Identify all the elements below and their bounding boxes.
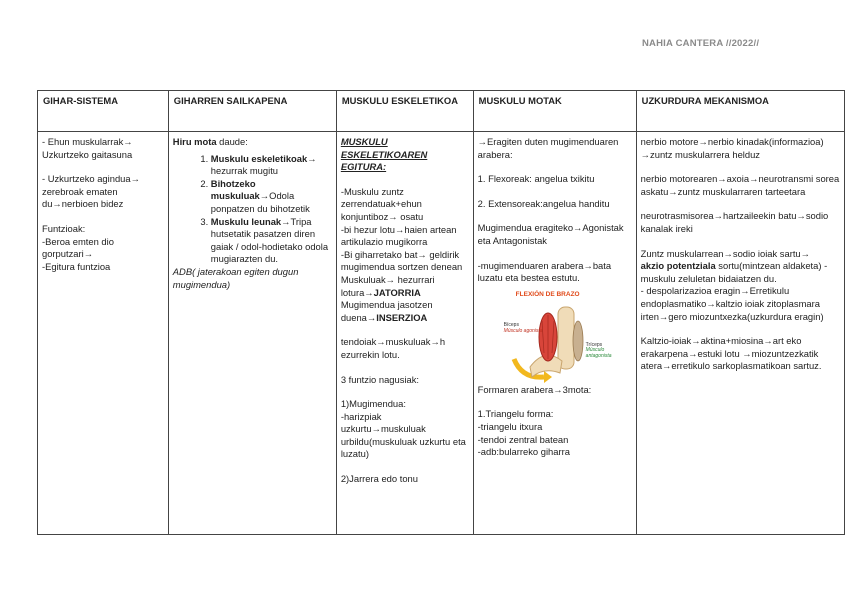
intro-text bbox=[173, 136, 332, 149]
text-block: 1)Mugimendua: bbox=[340, 398, 406, 410]
list-item bbox=[211, 178, 332, 216]
text-block bbox=[341, 249, 469, 299]
biceps-label: Bíceps bbox=[503, 321, 519, 328]
author-label: NAHIA CANTERA //2022// bbox=[642, 38, 760, 49]
text-block: 2)Jarrera edo tonu bbox=[340, 473, 418, 485]
text-block: -Beroa emten dio gorputzari→ bbox=[42, 235, 114, 260]
section-title: MUSKULU ESKELETIKOAREN EGITURA: bbox=[340, 136, 428, 173]
header-muskulu-eskeletikoa: MUSKULU ESKELETIKOA bbox=[336, 91, 473, 132]
item-text: → hezurrak mugitu bbox=[210, 152, 317, 177]
text-block: Kaltzio-ioiak→aktina+miosina→art eko erakarpena→estuki lotu →miozuntzezkatik atera→erretikulo sarkoplasmatikoan sartuz. bbox=[640, 335, 822, 372]
text-block: →Eragiten duten mugimenduaren arabera: bbox=[477, 136, 619, 160]
header-uzkurdura-mekanismoa: UZKURDURA MEKANISMOA bbox=[636, 91, 844, 132]
summary-table bbox=[37, 90, 845, 535]
triceps-label: Tríceps bbox=[585, 341, 603, 348]
text-block: neurotrasmisorea→hartzaileekin batu→sodio kanalak ireki bbox=[640, 210, 829, 234]
text-block: -mugimenduaren arabera→bata luzatu eta bestea estutu. bbox=[477, 259, 612, 284]
term-jatorria: JATORRIA bbox=[373, 286, 421, 298]
intro-bold: Hiru mota bbox=[172, 136, 217, 147]
text-block: Mugimendua eragiteko→Agonistak eta Antagonistak bbox=[477, 222, 624, 246]
agonist-label: Músculo agonista bbox=[503, 327, 543, 334]
text-block: 2. Extensoreak:angelua handitu bbox=[477, 197, 610, 209]
text-block: -triangelu itxura bbox=[477, 420, 543, 432]
text-block bbox=[341, 299, 469, 324]
text-block bbox=[641, 260, 840, 285]
text-block: - despolarizazioa eragin→Erretikulu endoplasmatiko→kaltzio ioiak zitoplasmara irten→gero miozuntxezka(uzkurdura eragin) bbox=[640, 285, 824, 322]
text-block: nerbio motorearen→axoia→neurotransmi sorea askatu→zuntz muskularraren tarteetara bbox=[640, 173, 840, 197]
term-akzio-potentziala: akzio potentziala bbox=[640, 260, 716, 272]
cell-giharren-sailkapena bbox=[168, 132, 336, 535]
text-block: Zuntz muskularrean→sodio ioiak sartu→ bbox=[640, 247, 811, 259]
text-block: nerbio motore→nerbio kinadak(informazioa) →zuntz muskularrera helduz bbox=[640, 136, 824, 160]
text-block: Formaren arabera→3mota: bbox=[477, 383, 592, 395]
intro-rest: daude: bbox=[216, 136, 248, 147]
arm-flexion-figure bbox=[500, 289, 610, 384]
item-text: →Tripa hutsetatik pasatzen diren gaiak / odol-hodietako odola mugiarazten du. bbox=[210, 215, 329, 265]
text-run: -Bi giharretako bat→ geldirik mugimendua sortzen denean Muskuluak→ hezurrari lotura→ bbox=[340, 248, 463, 298]
item-bold: Bihotzeko muskuluak bbox=[210, 177, 260, 202]
cell-gihar-sistema bbox=[38, 132, 169, 535]
text-block: -tendoi zentral batean bbox=[477, 433, 569, 445]
text-block: - Uzkurtzeko agindua→ zerebroak ematen du→nerbioen bidez bbox=[42, 173, 140, 210]
text-block: - Ehun muskularrak→ Uzkurtzeko gaitasuna bbox=[42, 136, 133, 160]
cell-uzkurdura-mekanismoa bbox=[636, 132, 844, 535]
text-block: -harizpiak uzkurtu→muskuluak urbildu(muskuluak uzkurtu eta luzatu) bbox=[340, 410, 466, 460]
text-run: Mugimendua jasotzen duena→ bbox=[340, 299, 433, 323]
item-text: →Odola ponpatzen du bihotzetik bbox=[210, 190, 310, 214]
term-inserzioa: INSERZIOA bbox=[376, 311, 428, 323]
list-item bbox=[211, 153, 332, 178]
content-row bbox=[38, 132, 845, 535]
example-note: ADB( jaterakoan egiten dugun mugimendua) bbox=[172, 265, 299, 290]
text-block: 1.Triangelu forma: bbox=[477, 408, 554, 420]
text-run: sortu(mintzean aldaketa) - muskulu zeluletan bidaiatzen du. bbox=[640, 260, 828, 284]
text-block: 1. Flexoreak: angelua txikitu bbox=[477, 173, 595, 185]
text-block: -adb:bularreko giharra bbox=[477, 446, 570, 458]
header-row bbox=[38, 91, 845, 132]
text-block: Funtzioak: bbox=[42, 222, 86, 234]
figure-title: FLEXIÓN DE BRAZO bbox=[515, 290, 580, 298]
item-bold: Muskulu eskeletikoak bbox=[210, 152, 308, 164]
text-block: 3 funtzio nagusiak: bbox=[340, 373, 420, 385]
text-block: tendoiak→muskuluak→h ezurrekin lotu. bbox=[340, 336, 446, 360]
text-block: -Muskulu zuntz zerrendatuak+ehun konjuntiboz→ osatu bbox=[340, 185, 424, 222]
cell-muskulu-motak bbox=[473, 132, 636, 535]
item-bold: Muskulu leunak bbox=[210, 215, 282, 227]
muscle-type-list bbox=[173, 153, 332, 266]
header-giharren-sailkapena: GIHARREN SAILKAPENA bbox=[168, 91, 336, 132]
header-muskulu-motak: MUSKULU MOTAK bbox=[473, 91, 636, 132]
text-block: -bi hezur lotu→haien artean artikulazio mugikorra bbox=[340, 223, 457, 248]
antagonist-label: Músculo antagonista bbox=[585, 346, 612, 359]
cell-muskulu-eskeletikoa bbox=[336, 132, 473, 535]
text-block: -Egitura funtzioa bbox=[42, 260, 111, 272]
header-gihar-sistema: GIHAR-SISTEMA bbox=[38, 91, 169, 132]
list-item bbox=[211, 216, 332, 266]
